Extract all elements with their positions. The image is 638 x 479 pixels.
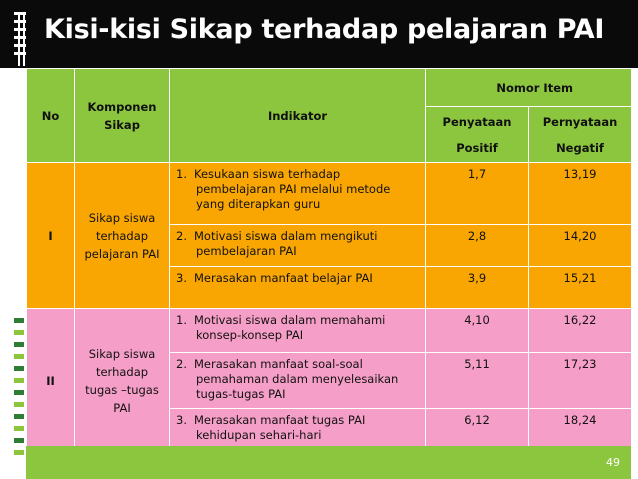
indicator-number: 3. (176, 413, 187, 427)
indicator-text: pembelajaran PAI (196, 244, 297, 258)
indicator-2-1 (170, 309, 426, 353)
indicator-text: Motivasi siswa dalam mengikuti (194, 229, 378, 243)
indicator-text: kehidupan sehari-hari (196, 428, 322, 442)
header-positif-line1: Penyataan (442, 114, 512, 129)
section-1-komponen-line1: Sikap siswa (88, 210, 156, 225)
indicator-1-2 (170, 225, 426, 267)
negatif-2-3: 18,24 (529, 409, 632, 453)
indicator-number: 1. (176, 167, 187, 181)
positif-1-2: 2,8 (426, 225, 529, 267)
header-negatif-line2: Negatif (556, 140, 604, 155)
indicator-2-2 (170, 353, 426, 409)
header-indikator: Indikator (170, 69, 426, 163)
negatif-2-2: 17,23 (529, 353, 632, 409)
section-2-komponen-line4: PAI (113, 400, 131, 415)
header-komponen-line2: Sikap (104, 117, 140, 132)
footer-bar (26, 446, 631, 479)
indicator-text: Merasakan manfaat soal-soal (194, 357, 363, 371)
kisi-kisi-table (26, 68, 632, 453)
indicator-text: Merasakan manfaat tugas PAI (194, 413, 366, 427)
indicator-number: 2. (176, 229, 187, 243)
indicator-text: pemahaman dalam menyelesaikan (196, 372, 399, 386)
section-2-komponen-line3: tugas –tugas (85, 382, 159, 397)
positif-2-3: 6,12 (426, 409, 529, 453)
indicator-number: 2. (176, 357, 187, 371)
indicator-text: pembelajaran PAI melalui metode (196, 182, 391, 196)
header-negatif-line1: Pernyataan (542, 114, 618, 129)
section-1-komponen-line3: pelajaran PAI (84, 246, 160, 261)
negatif-1-3: 15,21 (529, 267, 632, 309)
negatif-1-2: 14,20 (529, 225, 632, 267)
indicator-text: Motivasi siswa dalam memahami (194, 313, 386, 327)
indicator-text: konsep-konsep PAI (196, 328, 304, 342)
header-positif (426, 107, 529, 163)
header-positif-line2: Positif (456, 140, 498, 155)
slide-title: Kisi-kisi Sikap terhadap pelajaran PAI (44, 14, 605, 45)
indicator-text: Kesukaan siswa terhadap (194, 167, 341, 181)
section-2-komponen-line1: Sikap siswa (88, 346, 156, 361)
section-1-komponen (75, 163, 170, 309)
positif-2-1: 4,10 (426, 309, 529, 353)
positif-1-3: 3,9 (426, 267, 529, 309)
negatif-2-1: 16,22 (529, 309, 632, 353)
negatif-1-1: 13,19 (529, 163, 632, 225)
section-2-komponen (75, 309, 170, 453)
header-negatif (529, 107, 632, 163)
positif-1-1: 1,7 (426, 163, 529, 225)
indicator-1-3 (170, 267, 426, 309)
header-komponen (75, 69, 170, 163)
positif-2-2: 5,11 (426, 353, 529, 409)
indicator-text: Merasakan manfaat belajar PAI (194, 271, 373, 285)
section-1-komponen-line2: terhadap (95, 228, 149, 243)
indicator-text: tugas-tugas PAI (196, 387, 286, 401)
section-1-no: I (27, 163, 75, 309)
header-no: No (27, 69, 75, 163)
header-komponen-line1: Komponen (87, 99, 157, 114)
indicator-1-1 (170, 163, 426, 225)
header-nomor-item: Nomor Item (426, 69, 632, 107)
indicator-text: yang diterapkan guru (196, 197, 321, 211)
indicator-number: 3. (176, 271, 187, 285)
section-2-no: II (27, 309, 75, 453)
section-2-komponen-line2: terhadap (95, 364, 149, 379)
indicator-number: 1. (176, 313, 187, 327)
side-stripes-icon (14, 318, 26, 468)
page-number: 49 (606, 456, 620, 469)
